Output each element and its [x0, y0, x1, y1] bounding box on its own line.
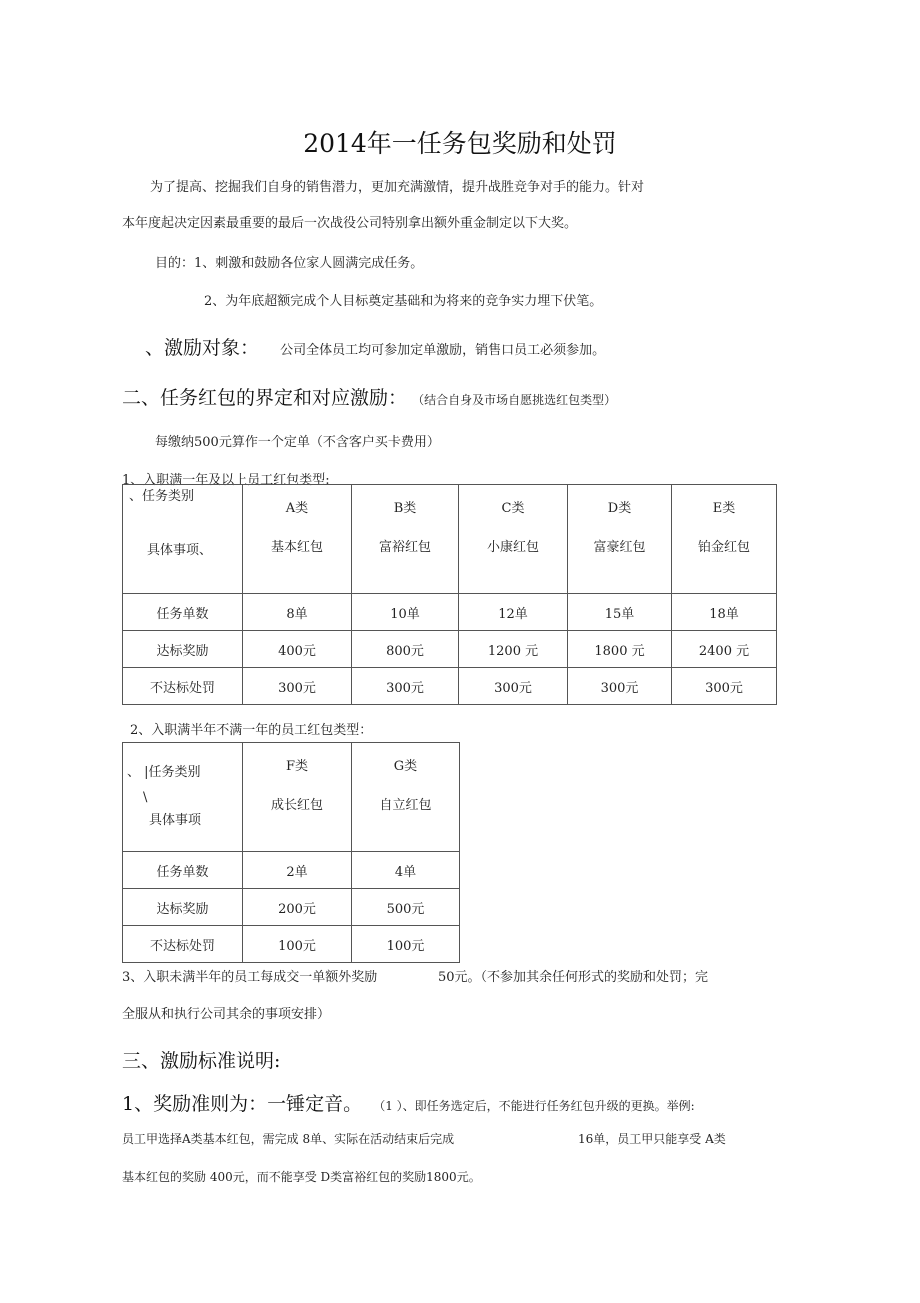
column-header: A类 基本红包: [243, 485, 352, 594]
row-label: 达标奖励: [123, 889, 243, 926]
table-1-corner: [123, 485, 243, 594]
table-row: [123, 594, 777, 631]
rule-text: （1 ）、即任务选定后，不能进行任务红包升级的更换。举例:: [373, 1099, 695, 1113]
example-line-1a: 员工甲选择A类基本红包，需完成 8单、实际在活动结束后完成: [122, 1132, 455, 1146]
section-2-heading: 二、任务红包的界定和对应激励：: [122, 387, 408, 409]
row-label: 任务单数: [123, 594, 243, 631]
item-3-line-1b: 50元。（不参加其余任何形式的奖励和处罚；完: [438, 970, 709, 985]
table-cell: 300元: [672, 668, 777, 705]
corner-bottom: 具体事项、: [147, 543, 213, 558]
section-2-note: （结合自身及市场自愿挑选红包类型）: [412, 393, 617, 407]
table-row: [123, 631, 777, 668]
corner-top: 、 |任务类别: [127, 765, 201, 780]
example-line-1b: 16单，员工甲只能享受 A类: [578, 1132, 726, 1146]
table-cell: 200元: [243, 889, 352, 926]
section-1-heading: 、激励对象：: [145, 337, 260, 359]
corner-top: 、任务类别: [129, 489, 195, 504]
item-3-line-1a: 3、入职未满半年的员工每成交一单额外奖励: [122, 970, 378, 985]
rule-line: [122, 1089, 695, 1116]
table-row: [123, 926, 460, 963]
table-cell: 100元: [352, 926, 460, 963]
table-2-header-row: [123, 743, 460, 852]
corner-mid: \: [143, 790, 148, 805]
table-cell: 10单: [352, 594, 459, 631]
table-cell: 2400 元: [672, 631, 777, 668]
table-cell: 300元: [352, 668, 459, 705]
table-cell: 12单: [459, 594, 568, 631]
table-cell: 400元: [243, 631, 352, 668]
example-line-2: 基本红包的奖励 400元，而不能享受 D类富裕红包的奖励1800元。: [122, 1170, 481, 1184]
table-1: [122, 484, 777, 705]
table-row: [123, 889, 460, 926]
table-2: [122, 742, 460, 963]
row-label: 任务单数: [123, 852, 243, 889]
table-cell: 8单: [243, 594, 352, 631]
table-row: [123, 668, 777, 705]
table-cell: 500元: [352, 889, 460, 926]
table-cell: 100元: [243, 926, 352, 963]
purpose-line-2: 2、为年底超额完成个人目标奠定基础和为将来的竞争实力埋下伏笔。: [204, 294, 603, 309]
table-cell: 300元: [568, 668, 672, 705]
column-header: E类 铂金红包: [672, 485, 777, 594]
intro-line-1: 为了提高、挖掘我们自身的销售潜力，更加充满激情，提升战胜竞争对手的能力。针对: [150, 180, 645, 195]
table-cell: 800元: [352, 631, 459, 668]
page-title: 2014年一任务包奖励和处罚: [303, 129, 617, 158]
table-cell: 4单: [352, 852, 460, 889]
row-label: 不达标处罚: [123, 926, 243, 963]
table-cell: 1200 元: [459, 631, 568, 668]
column-header: C类 小康红包: [459, 485, 568, 594]
table-2-caption: 2、入职满半年不满一年的员工红包类型：: [130, 723, 373, 738]
rule-heading: 1、奖励准则为：一锤定音。: [122, 1093, 363, 1115]
column-header: G类 自立红包: [352, 743, 460, 852]
table-2-corner: [123, 743, 243, 852]
item-3-line-2: 全服从和执行公司其余的事项安排）: [122, 1007, 331, 1022]
column-header: B类 富裕红包: [352, 485, 459, 594]
corner-bottom: 具体事项: [149, 813, 202, 828]
column-header: D类 富豪红包: [568, 485, 672, 594]
table-cell: 2单: [243, 852, 352, 889]
column-header: F类 成长红包: [243, 743, 352, 852]
unit-definition: 每缴纳500元算作一个定单（不含客户买卡费用）: [155, 435, 440, 450]
table-cell: 300元: [243, 668, 352, 705]
purpose-line-1: 目的：1、刺激和鼓励各位家人圆满完成任务。: [155, 256, 424, 271]
intro-line-2: 本年度起决定因素最重要的最后一次战役公司特别拿出额外重金制定以下大奖。: [122, 216, 578, 231]
table-cell: 15单: [568, 594, 672, 631]
section-2: [122, 383, 616, 410]
section-1-text: 公司全体员工均可参加定单激励，销售口员工必须参加。: [280, 343, 606, 358]
row-label: 达标奖励: [123, 631, 243, 668]
section-1: [145, 333, 605, 360]
table-row: [123, 852, 460, 889]
table-cell: 300元: [459, 668, 568, 705]
table-1-header-row: [123, 485, 777, 594]
table-cell: 18单: [672, 594, 777, 631]
row-label: 不达标处罚: [123, 668, 243, 705]
table-1-caption: 1、入职满一年及以上员工红包类型:: [122, 473, 330, 488]
table-cell: 1800 元: [568, 631, 672, 668]
section-3-heading: 三、激励标准说明:: [122, 1050, 281, 1072]
